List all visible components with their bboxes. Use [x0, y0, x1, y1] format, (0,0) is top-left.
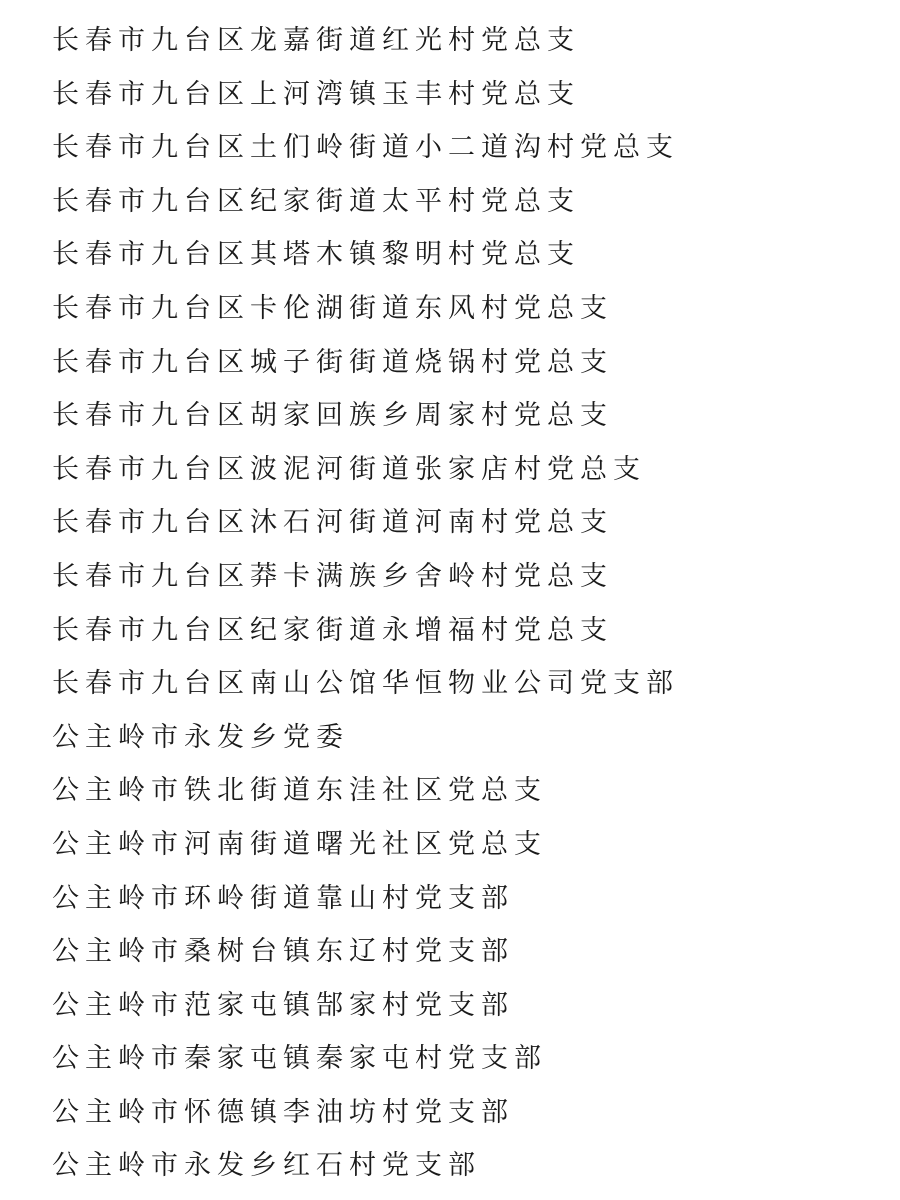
list-item: 长春市九台区其塔木镇黎明村党总支	[52, 239, 580, 271]
list-item: 长春市九台区南山公馆华恒物业公司党支部	[52, 668, 679, 700]
list-item: 公主岭市怀德镇李油坊村党支部	[52, 1096, 514, 1128]
list-item: 长春市九台区沐石河街道河南村党总支	[52, 507, 613, 539]
list-item: 公主岭市永发乡党委	[52, 721, 349, 753]
list-item: 公主岭市范家屯镇郜家村党支部	[52, 989, 514, 1021]
list-item: 公主岭市河南街道曙光社区党总支	[52, 828, 547, 860]
list-item: 长春市九台区胡家回族乡周家村党总支	[52, 400, 613, 432]
list-item: 长春市九台区龙嘉街道红光村党总支	[52, 25, 580, 56]
list-item: 长春市九台区莽卡满族乡舍岭村党总支	[52, 560, 613, 592]
list-item: 公主岭市永发乡红石村党支部	[52, 1150, 481, 1182]
list-item: 长春市九台区城子街街道烧锅村党总支	[52, 346, 613, 378]
list-item: 长春市九台区纪家街道永增福村党总支	[52, 614, 613, 646]
list-item: 长春市九台区纪家街道太平村党总支	[52, 185, 580, 217]
list-item: 长春市九台区卡伦湖街道东风村党总支	[52, 292, 613, 324]
list-item: 公主岭市桑树台镇东辽村党支部	[52, 936, 514, 968]
list-item: 公主岭市秦家屯镇秦家屯村党支部	[52, 1043, 547, 1075]
list-item: 长春市九台区波泥河街道张家店村党总支	[52, 453, 646, 485]
list-item: 长春市九台区上河湾镇玉丰村党总支	[52, 78, 580, 110]
organization-list	[52, 14, 882, 1193]
list-item: 长春市九台区土们岭街道小二道沟村党总支	[52, 132, 679, 164]
list-item: 公主岭市环岭街道靠山村党支部	[52, 882, 514, 914]
list-item: 公主岭市铁北街道东洼社区党总支	[52, 775, 547, 807]
